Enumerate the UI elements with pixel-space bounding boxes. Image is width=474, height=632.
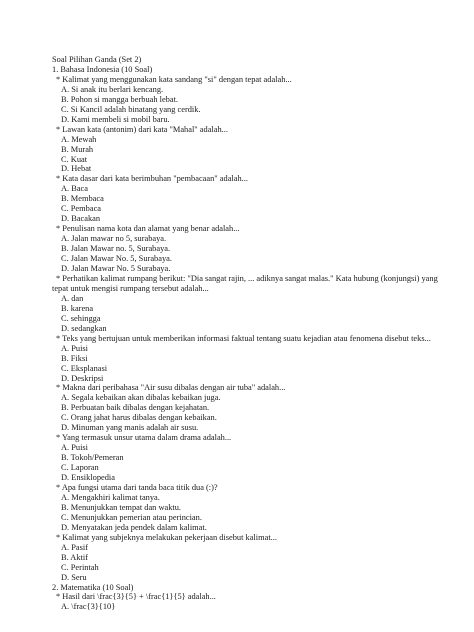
answer-option: B. Menunjukkan tempat dan waktu. [61,502,182,512]
answer-option: C. Si Kancil adalah binatang yang cerdik. [61,104,201,114]
question-text: * Kalimat yang menggunakan kata sandang "si" dengan tepat adalah... [56,74,292,84]
document-content [52,55,438,612]
answer-option: D. Menyatakan jeda pendek dalam kalimat. [61,522,207,532]
section-heading: 1. Bahasa Indonesia (10 Soal) [52,64,153,74]
question-text: * Yang termasuk unsur utama dalam drama adalah... [56,433,232,443]
answer-option: A. dan [61,293,84,303]
answer-option: B. Murah [61,144,94,154]
answer-option: C. Menunjukkan pemerian atau perincian. [61,512,202,522]
question-text: * Apa fungsi utama dari tanda baca titik dua (:)? [56,482,218,492]
section-heading: 2. Matematika (10 Soal) [52,582,134,592]
answer-option: A. Baca [61,184,88,194]
answer-option: B. Perbuatan baik dibalas dengan kejahatan. [61,403,210,413]
question-text: * Kalimat yang subjeknya melakukan pekerjaan disebut kalimat... [56,532,277,542]
question-text: * Teks yang bertujuan untuk memberikan informasi faktual tentang suatu kejadian atau fenomena disebut teks... [56,333,431,343]
answer-option: B. karena [61,303,94,313]
question-text: * Kata dasar dari kata berimbuhan "pembacaan" adalah... [56,174,248,184]
answer-option: D. Seru [61,572,87,582]
answer-option: D. Kami membeli si mobil baru. [61,114,170,124]
question-text-continued: tepat untuk mengisi rumpang tersebut adalah... [52,283,209,293]
answer-option: C. sehingga [61,313,101,323]
answer-option: D. Bacakan [61,214,101,224]
answer-option: A. Pasif [61,542,88,552]
question-text: * Penulisan nama kota dan alamat yang benar adalah... [56,224,240,234]
answer-option: B. Membaca [61,194,104,204]
answer-option: C. Orang jahat harus dibalas dengan kebaikan. [61,413,217,423]
answer-option: C. Pembaca [61,204,102,214]
answer-option: B. Tokoh/Pemeran [61,453,124,463]
answer-option: C. Jalan Mawar No. 5, Surabaya. [61,254,172,264]
document-title: Soal Pilihan Ganda (Set 2) [52,55,142,64]
answer-option: B. Jalan Mawar no. 5, Surabaya. [61,244,171,254]
answer-option: B. Pohon si mangga berbuah lebat. [61,94,178,104]
answer-option: B. Aktif [61,552,88,562]
answer-option: D. Hebat [61,164,92,174]
answer-option: A. Segala kebaikan akan dibalas kebaikan juga. [61,393,221,403]
answer-option: D. Deskripsi [61,373,104,383]
answer-option: D. Jalan Mawar No. 5 Surabaya. [61,264,171,274]
answer-option: A. Si anak itu berlari kencang. [61,84,164,94]
answer-option: C. Laporan [61,463,99,473]
answer-option: D. Ensiklopedia [61,473,115,483]
answer-option: A. Puisi [61,343,88,353]
answer-option: C. Eksplanasi [61,363,108,373]
answer-option: D. sedangkan [61,323,107,333]
answer-option: A. Mengakhiri kalimat tanya. [61,492,160,502]
answer-option: A. Puisi [61,443,88,453]
question-text: * Makna dari peribahasa "Air susu dibalas dengan air tuba" adalah... [56,383,286,393]
question-text: * Hasil dari \frac{3}{5} + \frac{1}{5} adalah... [56,592,216,602]
answer-option: A. Mewah [61,134,97,144]
answer-option: B. Fiksi [61,353,88,363]
answer-option: D. Minuman yang manis adalah air susu. [61,423,199,433]
question-text: * Lawan kata (antonim) dari kata "Mahal" adalah... [56,124,228,134]
answer-option: C. Perintah [61,562,99,572]
answer-option: A. Jalan mawar no 5, surabaya. [61,234,167,244]
answer-option: A. \frac{3}{10} [61,602,116,612]
answer-option: C. Kuat [61,154,88,164]
question-text: * Perhatikan kalimat rumpang berikut: "Dia sangat rajin, ... adiknya sangat malas." Kata hubung (konjungsi) yang [56,273,438,283]
